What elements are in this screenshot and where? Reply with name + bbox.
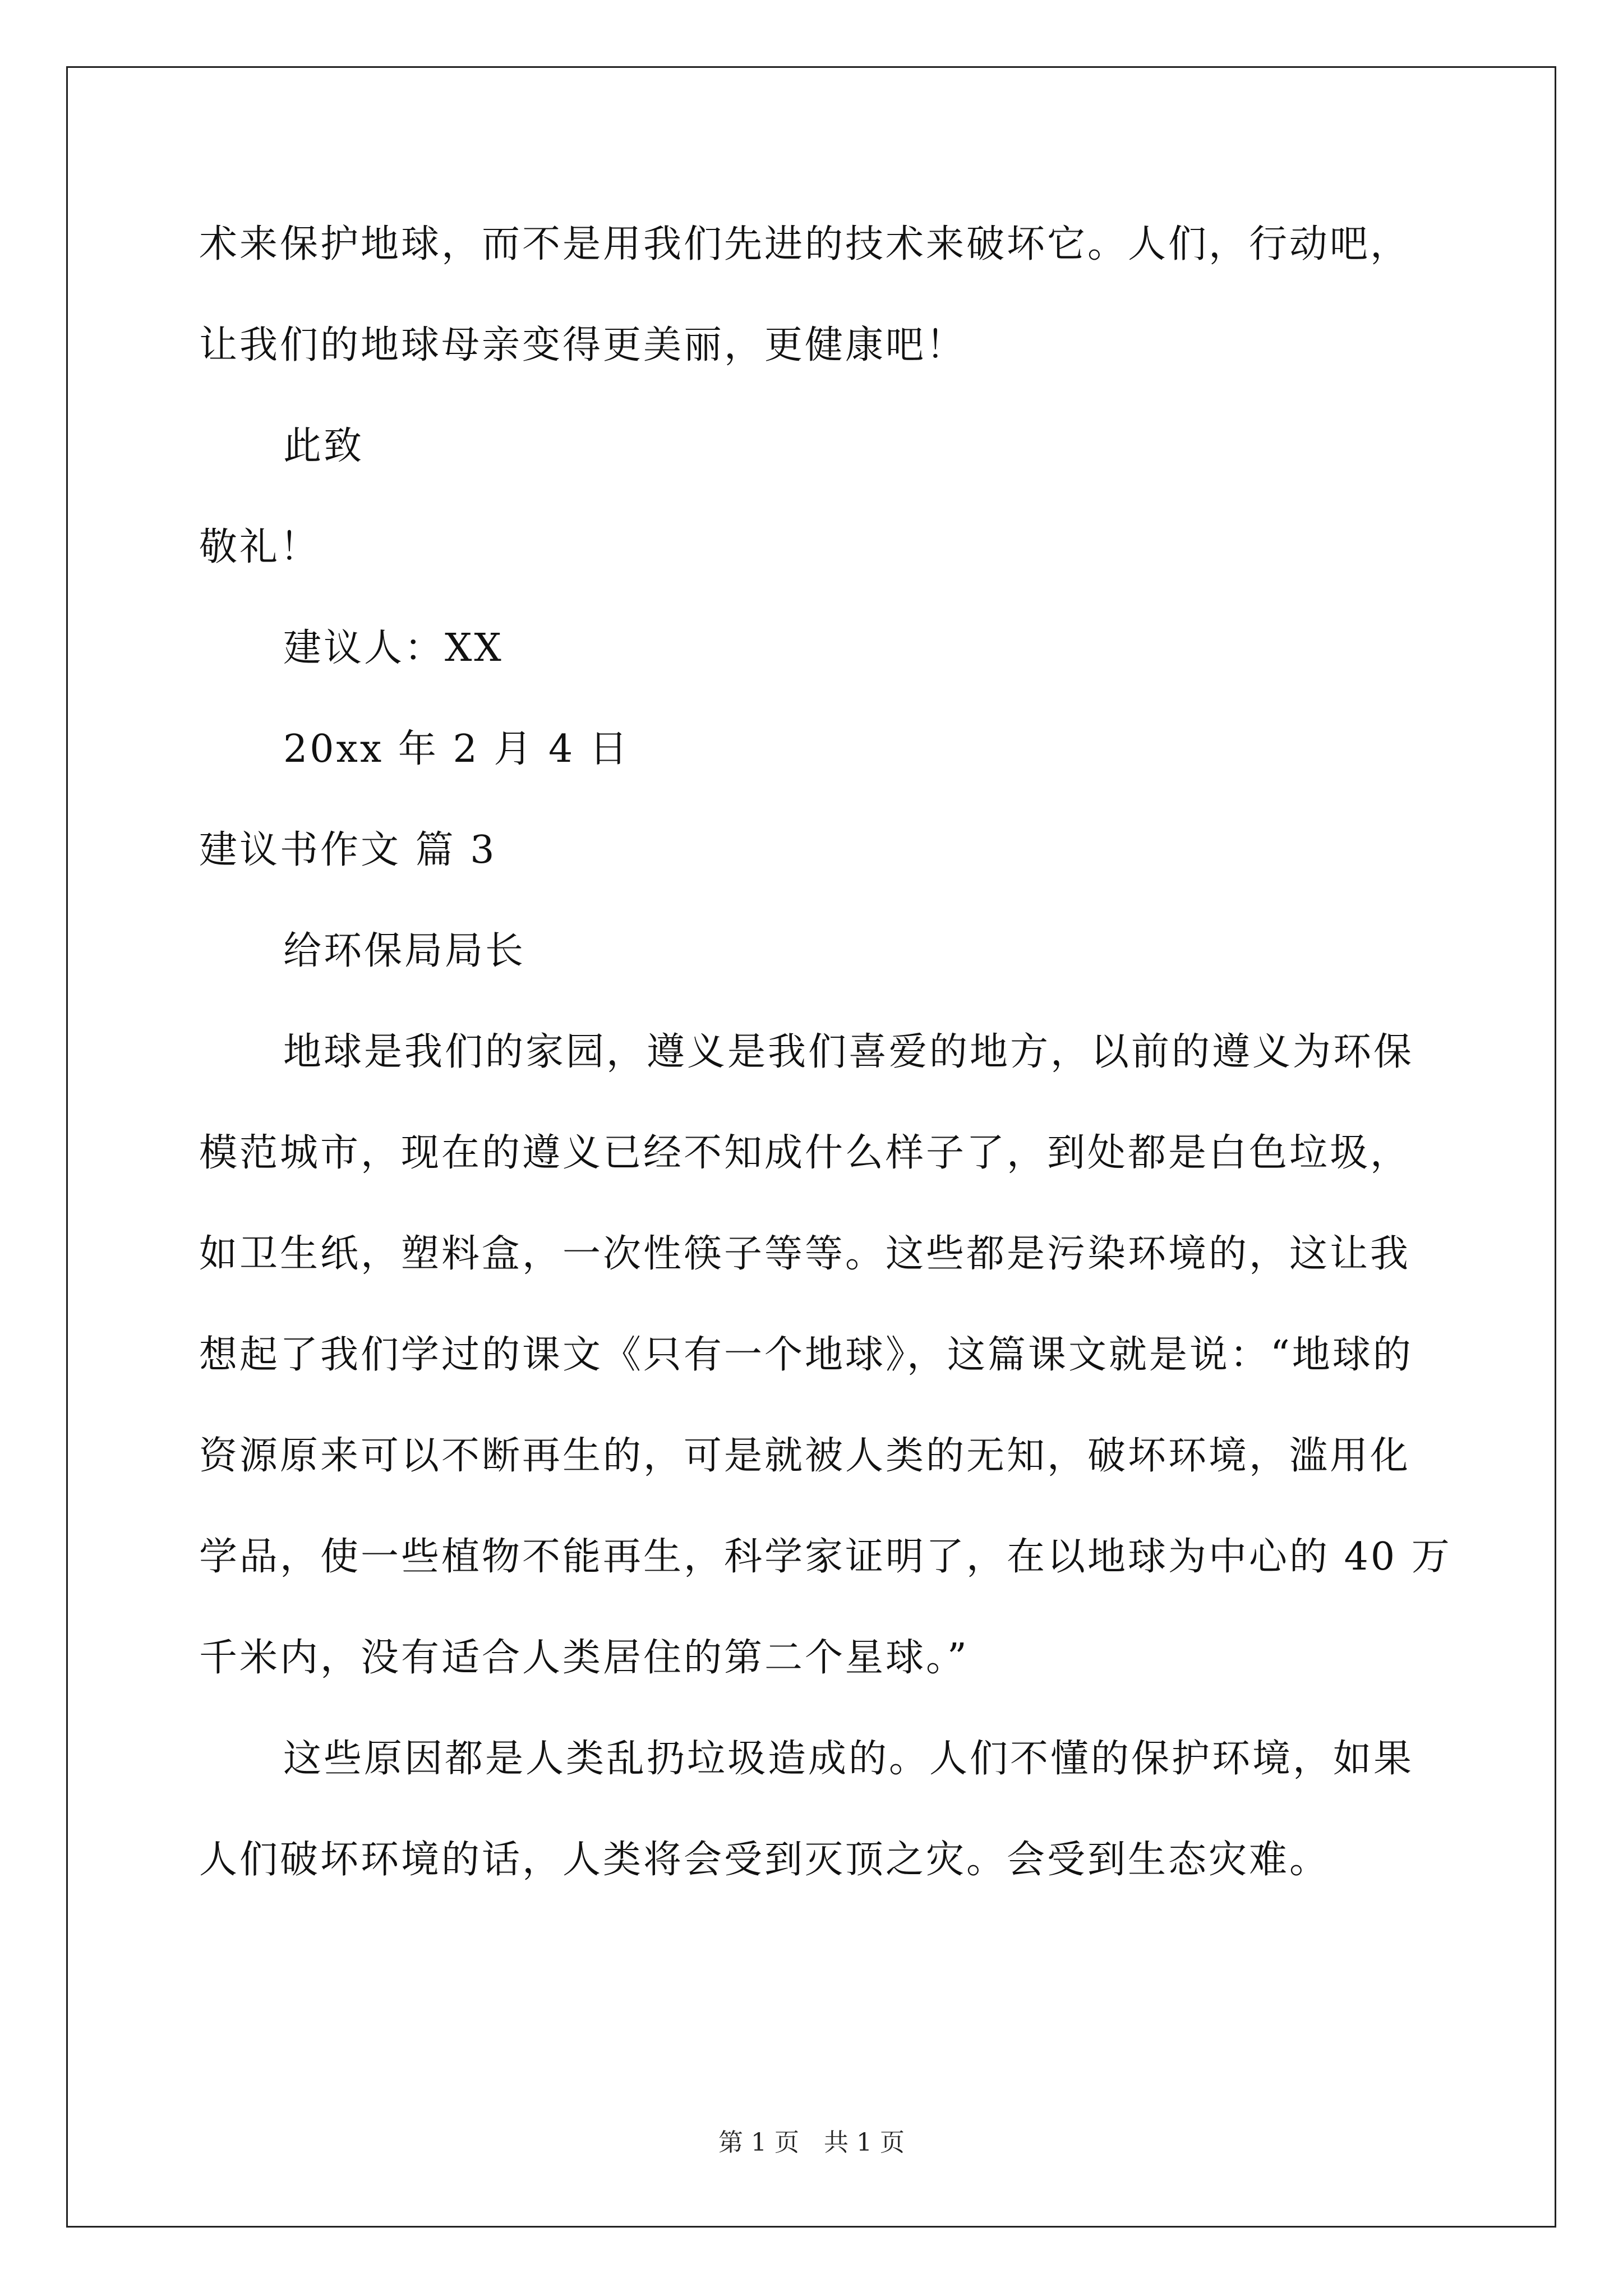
text-line: 地球是我们的家园，遵义是我们喜爱的地方，以前的遵义为环保 [283,1030,1414,1074]
text-line: 这些原因都是人类乱扔垃圾造成的。人们不懂的保护环境，如果 [283,1737,1414,1781]
text-line: 千米内，没有适合人类居住的第二个星球。” [199,1636,969,1680]
recipient-line: 给环保局局长 [283,929,526,973]
signature-proposer: 建议人：XX [283,626,504,670]
page-footer: 第 1 页 共 1 页 [718,2128,905,2157]
text-line: 资源原来可以不断再生的，可是就被人类的无知，破坏环境，滥用化 [199,1434,1411,1478]
text-line: 想起了我们学过的课文《只有一个地球》，这篇课文就是说：“地球的 [199,1333,1413,1377]
text-line: 学品，使一些植物不能再生，科学家证明了，在以地球为中心的 40 万 [199,1535,1452,1579]
text-line: 术来保护地球，而不是用我们先进的技术来破坏它。人们，行动吧， [199,222,1411,266]
text-line: 如卫生纸，塑料盒，一次性筷子等等。这些都是污染环境的，这让我 [199,1232,1411,1276]
signature-date: 20xx 年 2 月 4 日 [283,727,630,771]
text-line: 人们破坏环境的话，人类将会受到灭顶之灾。会受到生态灾难。 [199,1838,1330,1882]
closing-regards: 敬礼！ [199,525,321,569]
text-line: 模范城市，现在的遵义已经不知成什么样子了，到处都是白色垃圾， [199,1131,1411,1175]
text-line: 让我们的地球母亲变得更美丽，更健康吧！ [199,323,967,367]
closing-salutation: 此致 [283,424,365,468]
section-heading: 建议书作文 篇 3 [199,828,497,872]
